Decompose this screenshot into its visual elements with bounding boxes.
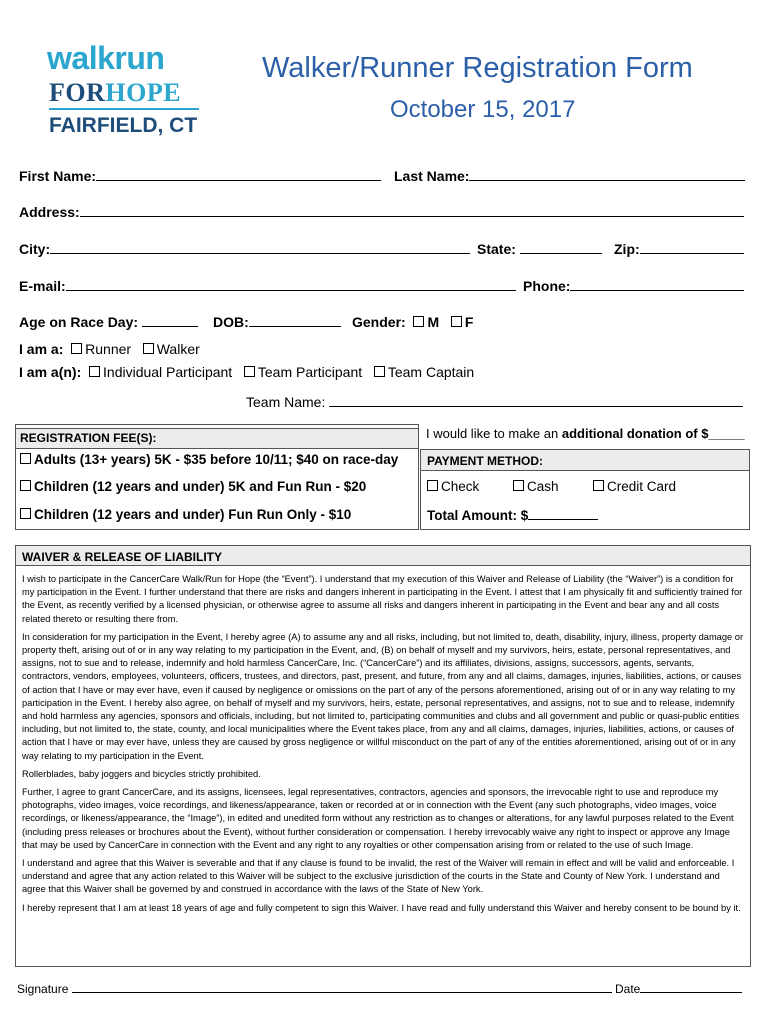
last-name-label: Last Name: <box>394 168 470 184</box>
phone-row <box>523 278 744 294</box>
waiver-paragraph: I hereby represent that I am at least 18 years of age and fully competent to sign this Waiver. I have read and fully understand this Waiver and hereby consent to be bound by it. <box>22 902 741 913</box>
fee-adults-checkbox[interactable] <box>20 453 31 464</box>
fee-item <box>20 479 366 494</box>
fee-adults-label: Adults (13+ years) 5K - $35 before 10/11; $40 on race-day <box>34 452 399 467</box>
waiver-paragraph: Rollerblades, baby joggers and bicycles strictly prohibited. <box>22 768 261 779</box>
team-participant-label: Team Participant <box>257 364 363 380</box>
fee-item <box>20 507 351 522</box>
phone-label: Phone: <box>523 278 571 294</box>
email-label: E-mail: <box>19 278 66 294</box>
total-amount-field[interactable] <box>528 507 598 520</box>
cash-checkbox[interactable] <box>513 480 524 491</box>
gender-row <box>352 314 473 330</box>
waiver-paragraph: In consideration for my participation in the Event, I hereby agree (A) to assume any and all risks, including, but not limited to, death, disability, injury, illness, property damage or property theft, arising out of or in any way relating to my participation in the Event, and, (B) on behalf of myself and my survivors, heirs, estate, personal representatives, and assigns, not to sue and to release, indemnify and hold harmless CancerCare, Inc. (“CancerCare”) and its affiliates, divisions, assigns, successors, agents, servants, contractors, vendors, employees, volunteers, officers, trustees, and directors, past, present, and future, from any and all claims, damages, injuries, liabilities, actions, or causes of action that I have or may ever have, even if caused by negligence or omissions on the part of any of the persons aforementioned, arising out of or in any way relating to my participation in the Event. I hereby also agree, on behalf of myself and my survivors, heirs, estate, personal representatives, and assigns, not to sue and to release, indemnify and hold harmless any agencies, sponsors and officials, including, but not limited to, participating communities and clubs and all government and public or quasi-public entities including, but not limited to, the state, county, and local municipalities where the Event takes place, from any and all claims, damages, injuries, liabilities, actions, or causes of action that I have or may ever have, unless they are caused by gross negligence or willful misconduct on the part of any of the entities aforementioned, arising out of or in any way relating to my participation in the Event. <box>22 631 744 761</box>
team-participant-checkbox[interactable] <box>244 366 255 377</box>
phone-field[interactable] <box>570 278 744 291</box>
age-field[interactable] <box>142 314 198 327</box>
walker-checkbox[interactable] <box>143 343 154 354</box>
registration-fees-header: REGISTRATION FEE(S): <box>16 428 418 449</box>
waiver-box <box>15 545 751 967</box>
first-name-label: First Name: <box>19 168 97 184</box>
first-name-field[interactable] <box>96 168 381 181</box>
dob-row <box>213 314 341 330</box>
state-label: State: <box>477 241 516 257</box>
gender-f-checkbox[interactable] <box>451 316 462 327</box>
payment-method-header: PAYMENT METHOD: <box>421 450 749 471</box>
age-row <box>19 314 198 330</box>
address-field[interactable] <box>80 204 744 217</box>
team-captain-checkbox[interactable] <box>374 366 385 377</box>
signature-field[interactable] <box>72 982 612 993</box>
total-amount-label: Total Amount: $ <box>427 508 529 523</box>
date-row <box>615 982 742 996</box>
city-label: City: <box>19 241 51 257</box>
page-title: Walker/Runner Registration Form <box>262 52 693 84</box>
gender-f-label: F <box>464 314 474 330</box>
payment-method-box <box>420 449 750 530</box>
registration-fees-box <box>15 424 419 530</box>
individual-checkbox[interactable] <box>89 366 100 377</box>
city-field[interactable] <box>50 241 470 254</box>
team-name-field[interactable] <box>329 394 743 407</box>
age-label: Age on Race Day: <box>19 314 139 330</box>
fee-children-5k-label: Children (12 years and under) 5K and Fun Run - $20 <box>34 479 367 494</box>
signature-label: Signature <box>17 982 69 996</box>
donation-row <box>426 426 745 441</box>
credit-card-label: Credit Card <box>607 479 677 494</box>
fee-children-funrun-label: Children (12 years and under) Fun Run Only - $10 <box>34 507 352 522</box>
logo-for: FOR <box>49 78 106 107</box>
waiver-paragraph: Further, I agree to grant CancerCare, and its assigns, licensees, legal representatives, contractors, agencies and sponsors, the irrevocable right to use and reproduce my photographs, video images, voice recordings, and likeness/appearance, taken or recorded at or in connection with the Event (any such photographs, video images, voice recordings, or likeness/appearance, the “Image”), in edited and unedited form without any restriction as to changes or alterations, for any lawful purposes related to the Event (including press releases or brochures about the Event), without further consideration or compensation. I hereby irrevocably waive any right to inspect or approve any Image that may be used by CancerCare in connection with the Event and any right to any royalties or other compensation arising from or related to the use of such Image. <box>22 787 734 850</box>
payment-options <box>593 479 676 494</box>
logo-hope: HOPE <box>105 78 182 107</box>
address-label: Address: <box>19 204 80 220</box>
first-name-row <box>19 168 381 184</box>
donation-label: additional donation of $ <box>561 426 709 441</box>
gender-m-checkbox[interactable] <box>413 316 424 327</box>
individual-label: Individual Participant <box>103 364 233 380</box>
date-field[interactable] <box>640 982 742 993</box>
email-field[interactable] <box>66 278 516 291</box>
check-checkbox[interactable] <box>427 480 438 491</box>
event-date: October 15, 2017 <box>390 96 576 123</box>
waiver-header: WAIVER & RELEASE OF LIABILITY <box>16 546 750 566</box>
team-name-label: Team Name: <box>246 394 326 410</box>
runner-checkbox[interactable] <box>71 343 82 354</box>
waiver-paragraph: I wish to participate in the CancerCare Walk/Run for Hope (the “Event”). I understand that my execution of this Waiver and Release of Liability (the “Waiver”) is a condition for my participation in the Event. I further understand that there are risks and dangers inherent in participating in the Event. I attest that I am physically fit and sufficiently trained for the Event, as recently verified by a licensed physician, or otherwise agree to assume all risks and dangers inherent in participating in the Event and bear any and all costs related thereto or resulting there from. <box>22 574 743 624</box>
city-row <box>19 241 470 257</box>
payment-options <box>513 479 559 494</box>
state-field[interactable] <box>520 241 602 254</box>
runner-label: Runner <box>85 341 132 357</box>
cash-label: Cash <box>527 479 559 494</box>
waiver-text <box>22 573 745 920</box>
signature-row <box>17 982 612 996</box>
email-row <box>19 278 516 294</box>
participant-type-row <box>19 341 200 357</box>
credit-card-checkbox[interactable] <box>593 480 604 491</box>
waiver-paragraph: I understand and agree that this Waiver is severable and that if any clause is found to be invalid, the rest of the Waiver will remain in effect and will be valid and enforceable. I understand and agree that any action related to this Waiver will be subject to the exclusive jurisdiction of the courts in the State and County of New York. I understand and agree that this Waiver shall be governed by and construed in accordance with the laws of the State of New York. <box>22 858 735 895</box>
zip-field[interactable] <box>640 241 744 254</box>
donation-prefix: I would like to make an <box>426 426 562 441</box>
last-name-field[interactable] <box>469 168 745 181</box>
logo-forhope <box>49 78 181 108</box>
last-name-row <box>394 168 745 184</box>
dob-label: DOB: <box>213 314 249 330</box>
fee-children-funrun-checkbox[interactable] <box>20 508 31 519</box>
check-label: Check <box>441 479 480 494</box>
zip-label: Zip: <box>614 241 640 257</box>
dob-field[interactable] <box>249 314 341 327</box>
date-label: Date <box>615 982 641 996</box>
participation-label: I am a(n): <box>19 364 82 380</box>
donation-field[interactable]: _____ <box>708 426 745 441</box>
total-amount-row <box>427 507 598 523</box>
state-row <box>477 241 602 257</box>
fee-item <box>20 452 398 467</box>
logo-divider <box>49 108 199 110</box>
team-name-row <box>246 394 743 410</box>
logo-location: FAIRFIELD, CT <box>49 114 198 137</box>
address-row <box>19 204 744 220</box>
zip-row <box>614 241 744 257</box>
team-captain-label: Team Captain <box>387 364 475 380</box>
fee-children-5k-checkbox[interactable] <box>20 480 31 491</box>
logo-walkrun: walkrun <box>47 40 165 76</box>
gender-m-label: M <box>427 314 440 330</box>
participation-row <box>19 364 474 380</box>
payment-options <box>427 479 479 494</box>
participant-type-label: I am a: <box>19 341 64 357</box>
gender-label: Gender: <box>352 314 406 330</box>
walker-label: Walker <box>156 341 200 357</box>
